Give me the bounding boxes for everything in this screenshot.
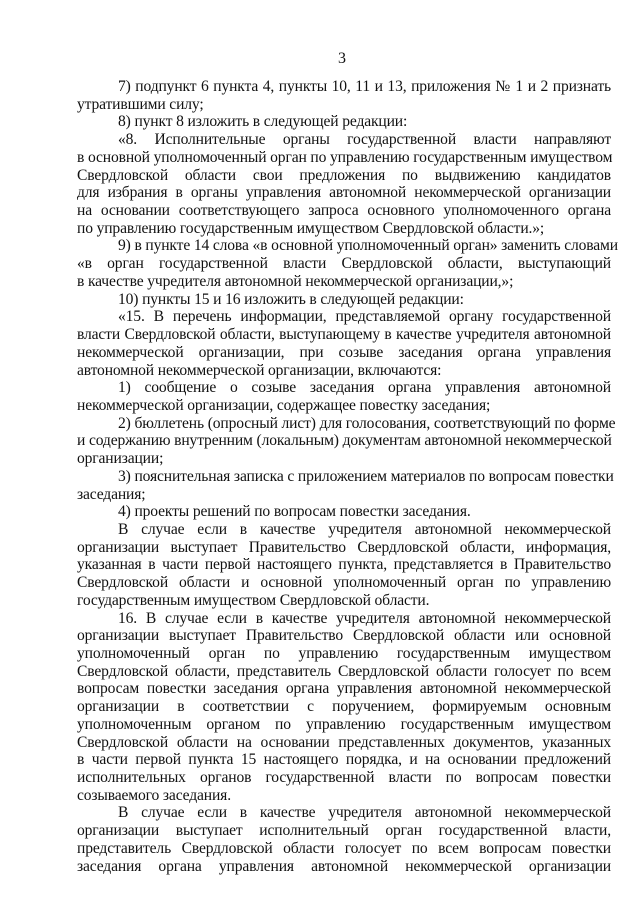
paragraph-first-line: 9) в пункте 14 слова «в основной уполномоченный орган» заменить словами (118, 237, 618, 255)
text-line: утратившими силу; (77, 95, 204, 113)
paragraph-first-line: 16. В случае если в качестве учредителя автономной некоммерческой (118, 609, 611, 627)
text-line: организации в соответствии с поручением, формируемым основным (77, 698, 611, 716)
text-line: указанная в части первой настоящего пункта, представляется в Правительство (77, 556, 611, 574)
paragraph-first-line: 2) бюллетень (опросный лист) для голосования, соответствующий по форме (118, 414, 616, 432)
page-number: 3 (338, 50, 346, 67)
text-line: государственным имуществом Свердловской области. (77, 591, 430, 609)
text-line: уполномоченным органом по управлению государственным имуществом (77, 715, 611, 733)
paragraph-first-line: 1) сообщение о созыве заседания органа управления автономной (118, 379, 611, 397)
paragraph-first-line: «15. В перечень информации, представляемой органу государственной (118, 308, 611, 326)
text-line: организации; (77, 450, 164, 468)
text-line: и содержанию внутренним (локальным) документам автономной некоммерческой (77, 432, 612, 450)
paragraph-first-line: В случае если в качестве учредителя автономной некоммерческой (118, 804, 611, 822)
text-line: в части первой пункта 15 настоящего порядка, и на основании предложений (77, 751, 611, 769)
text-line: Свердловской области на основании представленных документов, указанных (77, 733, 611, 751)
text-line: заседания; (77, 485, 146, 503)
text-line: в качестве учредителя автономной некоммерческой организации,»; (77, 272, 514, 290)
paragraph-first-line: 10) пункты 15 и 16 изложить в следующей редакции: (118, 290, 464, 308)
paragraph-first-line: 8) пункт 8 изложить в следующей редакции: (118, 113, 408, 131)
text-line: власти Свердловской области, выступающему в качестве учредителя автономной (77, 326, 611, 344)
text-line: некоммерческой организации, при созыве заседания органа управления (77, 343, 611, 361)
text-line: Свердловской области, представитель Свердловской области голосует по всем (77, 662, 611, 680)
document-body (77, 78, 618, 875)
text-line: Свердловской области свои предложения по выдвижению кандидатов (77, 166, 611, 184)
text-line: представитель Свердловской области голосует по всем вопросам повестки (77, 839, 611, 857)
text-line: некоммерческой организации, содержащее повестку заседания; (77, 396, 491, 414)
text-line: Свердловской области и основной уполномоченный орган по управлению (77, 574, 611, 592)
paragraph-first-line: 7) подпункт 6 пункта 4, пункты 10, 11 и 13, приложения № 1 и 2 признать (118, 78, 611, 95)
text-line: организации выступает Правительство Свердловской области, информация, (77, 538, 611, 556)
text-line: автономной некоммерческой организации, включаются: (77, 361, 442, 379)
text-line: на основании соответствующего запроса основного уполномоченного органа (77, 202, 611, 220)
text-line: по управлению государственным имуществом Свердловской области.»; (77, 219, 545, 237)
text-line: заседания органа управления автономной некоммерческой организации (77, 857, 611, 875)
paragraph-first-line: «8. Исполнительные органы государственной власти направляют (118, 131, 611, 149)
text-line: исполнительных органов государственной власти по вопросам повестки (77, 769, 611, 787)
text-line: организации выступает исполнительный орган государственной власти, (77, 822, 611, 840)
text-line: организации выступает Правительство Свердловской области или основной (77, 627, 611, 645)
text-line: созываемого заседания. (77, 786, 231, 804)
paragraph-first-line: 3) пояснительная записка с приложением материалов по вопросам повестки (118, 467, 614, 485)
paragraph-first-line: 4) проекты решений по вопросам повестки заседания. (118, 503, 471, 521)
paragraph-first-line: В случае если в качестве учредителя автономной некоммерческой (118, 520, 611, 538)
text-line: в основной уполномоченный орган по управлению государственным имуществом (77, 148, 613, 166)
text-line: вопросам повестки заседания органа управления автономной некоммерческой (77, 680, 611, 698)
text-line: уполномоченный орган по управлению государственным имуществом (77, 645, 611, 662)
text-line: для избрания в органы управления автономной некоммерческой организации (77, 184, 611, 202)
text-line: «в орган государственной власти Свердловской области, выступающий (77, 255, 611, 273)
